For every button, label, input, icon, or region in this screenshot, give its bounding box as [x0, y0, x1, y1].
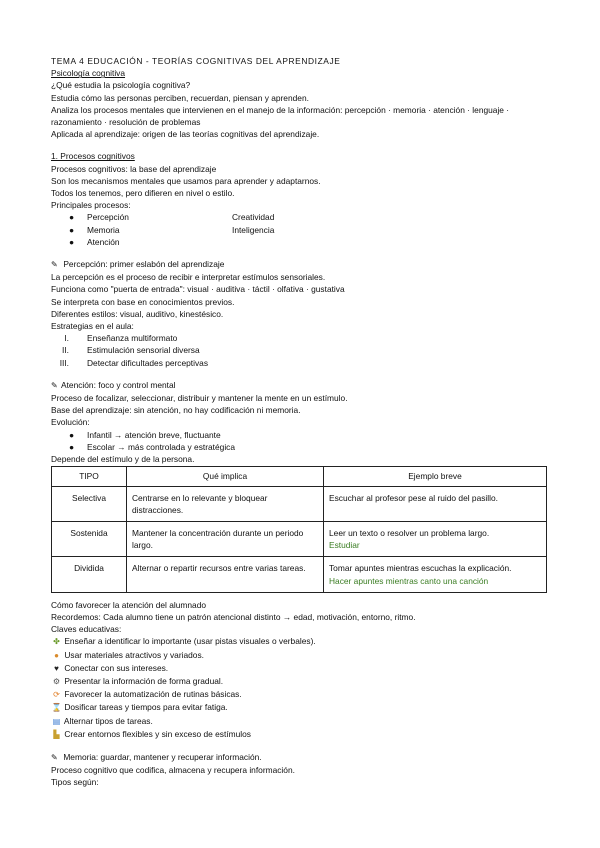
percepcion-line: Diferentes estilos: visual, auditivo, kinestésico. [51, 308, 224, 319]
pencil-icon: ✎ [51, 380, 58, 390]
heart-icon: ♥ [54, 663, 59, 673]
table-cell: Leer un texto o resolver un problema largo. Estudiar [324, 521, 547, 556]
table-cell: Dividida [52, 557, 127, 592]
handwritten-note: Hacer apuntes mientras canto una canción [329, 575, 489, 586]
list-item: ⚙ Presentar la información de forma gradual. [51, 675, 551, 688]
atencion-line: Base del aprendizaje: sin atención, no hay codificación ni memoria. [51, 405, 301, 416]
favorecer-line: Recordemos: Cada alumno tiene un patrón atencional distinto → edad, motivación, entorno, ritmo. [51, 611, 416, 622]
list-item: ⌛ Dosificar tareas y tiempos para evitar fatiga. [51, 701, 551, 714]
hourglass-icon: ⌛ [51, 703, 62, 713]
table-cell: Escuchar al profesor pese al ruido del pasillo. [324, 486, 547, 521]
table-row [52, 557, 547, 592]
memoria-line: Proceso cognitivo que codifica, almacena y recupera información. [51, 765, 295, 776]
list-item: ✤ Enseñar a identificar lo importante (usar pistas visuales o verbales). [51, 635, 551, 648]
list-item: ● Usar materiales atractivos y variados. [51, 649, 551, 662]
bullet-icon: ● [69, 236, 75, 247]
percepcion-line: Se interpreta con base en conocimientos previos. [51, 296, 235, 307]
procesos-line: Son los mecanismos mentales que usamos para aprender y adaptarnos. [51, 175, 321, 186]
table-header: TIPO [52, 467, 127, 486]
school-icon: ▙ [53, 729, 60, 739]
table-cell: Selectiva [52, 486, 127, 521]
percepcion-line: Estrategias en el aula: [51, 321, 134, 332]
bullet-icon: ● [69, 224, 75, 235]
list-item: ● Memoria Inteligencia [69, 224, 275, 235]
palette-icon: ● [54, 650, 59, 660]
table-header: Qué implica [127, 467, 324, 486]
attention-types-table [51, 466, 547, 592]
table-cell: Alternar o repartir recursos entre varias tareas. [127, 557, 324, 592]
list-item: ♥ Conectar con sus intereses. [51, 662, 551, 675]
table-cell: Tomar apuntes mientras escuchas la explicación. Hacer apuntes mientras canto una canción [324, 557, 547, 592]
handwritten-note: Estudiar [329, 540, 360, 551]
bullet-icon: ● [69, 429, 75, 440]
bullet-icon: ● [69, 212, 75, 223]
list-item: I. Enseñanza multiformato [64, 333, 178, 344]
list-item: ● Escolar → más controlada y estratégica [69, 441, 236, 452]
memoria-line: Tipos según: [51, 777, 99, 788]
favorecer-line: Claves educativas: [51, 624, 122, 635]
section-heading-psicologia: Psicología cognitiva [51, 68, 126, 79]
section-heading-favorecer: Cómo favorecer la atención del alumnado [51, 599, 207, 610]
section-heading-atencion: ✎ Atención: foco y control mental [51, 379, 551, 392]
claves-list [51, 635, 551, 741]
document-content [51, 55, 551, 789]
list-item: ● Infantil → atención breve, fluctuante [69, 429, 221, 440]
percepcion-line: La percepción es el proceso de recibir e interpretar estímulos sensoriales. [51, 272, 326, 283]
list-item: ● Percepción Creatividad [69, 212, 275, 223]
list-item: III. Detectar dificultades perceptivas [59, 357, 209, 368]
section-heading-memoria: ✎ Memoria: guardar, mantener y recuperar información. [51, 751, 551, 764]
table-cell: Centrarse en lo relevante y bloquear distracciones. [127, 486, 324, 521]
atencion-line: Evolución: [51, 417, 90, 428]
section-heading-procesos: 1. Procesos cognitivos [51, 151, 135, 162]
bullet-icon: ● [69, 441, 75, 452]
percepcion-line: Funciona como "puerta de entrada": visual · auditiva · táctil · olfativa · gustativa [51, 284, 345, 295]
list-item: ▤ Alternar tipos de tareas. [51, 715, 551, 728]
intro-line: Analiza los procesos mentales que intervienen en el manejo de la información: percepción · memoria · atención · lenguaje · [51, 104, 510, 115]
atencion-line: Depende del estímulo y de la persona. [51, 454, 195, 465]
gear-icon: ⚙ [52, 676, 61, 686]
table-header: Ejemplo breve [324, 467, 547, 486]
pencil-icon: ✎ [51, 260, 58, 270]
table-row [52, 486, 547, 521]
pencil-icon: ✎ [51, 752, 58, 762]
list-item: ▙ Crear entornos flexibles y sin exceso de estímulos [51, 728, 551, 741]
intro-question: ¿Qué estudia la psicología cognitiva? [51, 80, 191, 91]
list-item: II. Estimulación sensorial diversa [62, 345, 200, 356]
intro-line: Estudia cómo las personas perciben, recuerdan, piensan y aprenden. [51, 92, 309, 103]
atencion-line: Proceso de focalizar, seleccionar, distribuir y mantener la mente en un estímulo. [51, 393, 348, 404]
puzzle-icon: ✤ [53, 637, 60, 647]
list-item: ⟳ Favorecer la automatización de rutinas básicas. [51, 688, 551, 701]
repeat-icon: ⟳ [53, 690, 60, 700]
table-cell: Mantener la concentración durante un periodo largo. [127, 521, 324, 556]
intro-line: Aplicada al aprendizaje: origen de las teorías cognitivas del aprendizaje. [51, 129, 320, 140]
procesos-line: Procesos cognitivos: la base del aprendizaje [51, 163, 217, 174]
document-title: TEMA 4 EDUCACIÓN - TEORÍAS COGNITIVAS DEL APRENDIZAJE [51, 56, 341, 66]
table-cell: Sostenida [52, 521, 127, 556]
list-item: ● Atención [69, 236, 120, 247]
table-row [52, 521, 547, 556]
table-header-row [52, 467, 547, 486]
intro-line: razonamiento · resolución de problemas [51, 117, 201, 128]
procesos-line: Todos los tenemos, pero difieren en nivel o estilo. [51, 188, 235, 199]
list-icon: ▤ [52, 716, 61, 726]
section-heading-percepcion: ✎ Percepción: primer eslabón del aprendizaje [51, 258, 551, 271]
procesos-line: Principales procesos: [51, 200, 131, 211]
